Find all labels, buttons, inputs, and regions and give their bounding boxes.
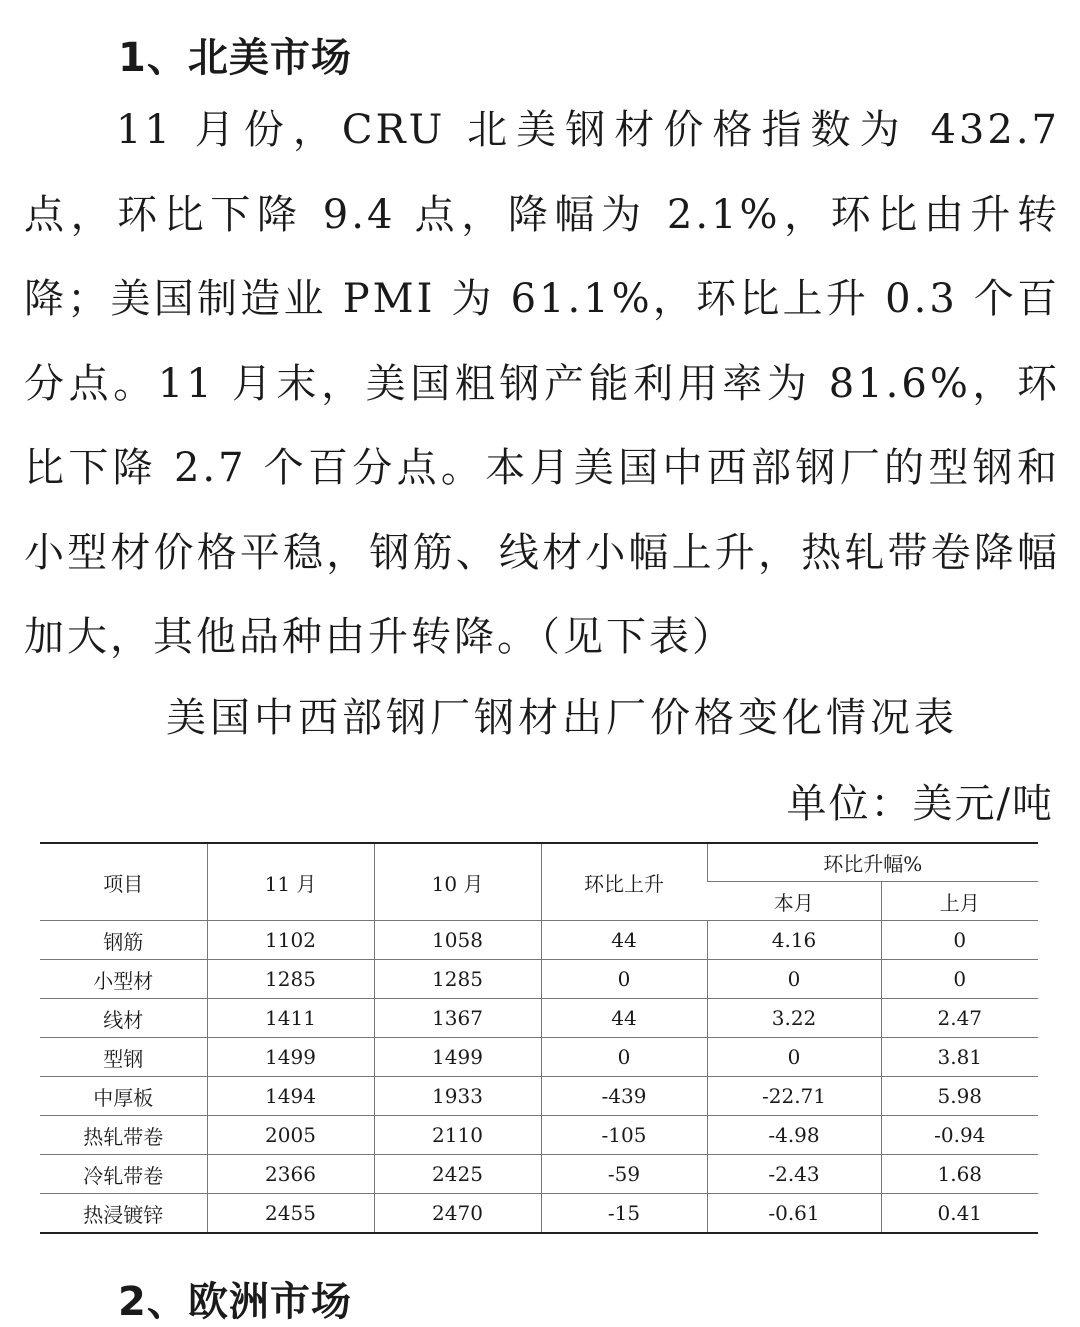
section-heading-north-america: 1、北美市场	[118, 35, 352, 81]
cell-october: 2470	[374, 1194, 541, 1234]
unit-label: 单位：美元/吨	[786, 781, 1054, 827]
header-last-month: 上月	[881, 882, 1038, 921]
cell-november: 1285	[207, 960, 374, 999]
north-america-paragraph: 11 月份，CRU 北美钢材价格指数为 432.7 点，环比下降 9.4 点，降幅为 2.1%，环比由升转降；美国制造业 PMI 为 61.1%，环比上升 0.3 个百分点。11 月末，美国粗钢产能利用率为 81.6%，环比下降 2.7 个百分点。本月美国中西部钢厂的型钢和小型材价格平稳，钢筋、线材小幅上升，热轧带卷降幅加大，其他品种由升转降。（见下表）	[24, 107, 1060, 660]
cell-october: 1499	[374, 1038, 541, 1077]
cell-last-month: -0.94	[881, 1116, 1038, 1155]
header-item: 项目	[40, 843, 207, 921]
cell-november: 2455	[207, 1194, 374, 1234]
cell-last-month: 1.68	[881, 1155, 1038, 1194]
cell-change: -59	[541, 1155, 707, 1194]
cell-this-month: -4.98	[707, 1116, 881, 1155]
table-row	[40, 1116, 1038, 1155]
cell-october: 1285	[374, 960, 541, 999]
cell-change: -15	[541, 1194, 707, 1234]
cell-last-month: 0	[881, 921, 1038, 960]
cell-this-month: -22.71	[707, 1077, 881, 1116]
cell-last-month: 0.41	[881, 1194, 1038, 1234]
cell-this-month: -0.61	[707, 1194, 881, 1234]
cell-this-month: 4.16	[707, 921, 881, 960]
table-header-row	[40, 843, 1038, 882]
cell-last-month: 3.81	[881, 1038, 1038, 1077]
cell-item: 中厚板	[40, 1077, 207, 1116]
cell-item: 冷轧带卷	[40, 1155, 207, 1194]
cell-last-month: 0	[881, 960, 1038, 999]
table-row	[40, 1155, 1038, 1194]
cell-october: 2425	[374, 1155, 541, 1194]
section-heading-europe: 2、欧洲市场	[118, 1279, 352, 1325]
cell-november: 1499	[207, 1038, 374, 1077]
cell-november: 1102	[207, 921, 374, 960]
cell-change: -105	[541, 1116, 707, 1155]
table-row	[40, 1038, 1038, 1077]
header-change: 环比上升	[541, 843, 707, 921]
cell-this-month: 0	[707, 1038, 881, 1077]
table-row	[40, 999, 1038, 1038]
cell-november: 2366	[207, 1155, 374, 1194]
cell-item: 热轧带卷	[40, 1116, 207, 1155]
table-caption: 美国中西部钢厂钢材出厂价格变化情况表	[166, 695, 958, 741]
cell-change: 44	[541, 921, 707, 960]
cell-item: 线材	[40, 999, 207, 1038]
cell-november: 1411	[207, 999, 374, 1038]
cell-item: 型钢	[40, 1038, 207, 1077]
header-november: 11 月	[207, 843, 374, 921]
cell-last-month: 5.98	[881, 1077, 1038, 1116]
cell-item: 小型材	[40, 960, 207, 999]
cell-this-month: 0	[707, 960, 881, 999]
cell-item: 钢筋	[40, 921, 207, 960]
cell-october: 2110	[374, 1116, 541, 1155]
cell-october: 1933	[374, 1077, 541, 1116]
cell-change: 44	[541, 999, 707, 1038]
cell-last-month: 2.47	[881, 999, 1038, 1038]
table-row	[40, 1194, 1038, 1234]
header-october: 10 月	[374, 843, 541, 921]
cell-change: 0	[541, 960, 707, 999]
cell-october: 1367	[374, 999, 541, 1038]
price-change-table	[40, 842, 1038, 1234]
cell-item: 热浸镀锌	[83, 1202, 164, 1227]
table-row	[40, 960, 1038, 999]
cell-this-month: -2.43	[707, 1155, 881, 1194]
header-pct-group: 环比升幅%	[707, 843, 1038, 882]
cell-october: 1058	[374, 921, 541, 960]
cell-change: -439	[541, 1077, 707, 1116]
header-this-month: 本月	[707, 882, 881, 921]
cell-this-month: 3.22	[707, 999, 881, 1038]
table-row	[40, 921, 1038, 960]
table-row	[40, 1077, 1038, 1116]
cell-change: 0	[541, 1038, 707, 1077]
cell-november: 2005	[207, 1116, 374, 1155]
cell-november: 1494	[207, 1077, 374, 1116]
